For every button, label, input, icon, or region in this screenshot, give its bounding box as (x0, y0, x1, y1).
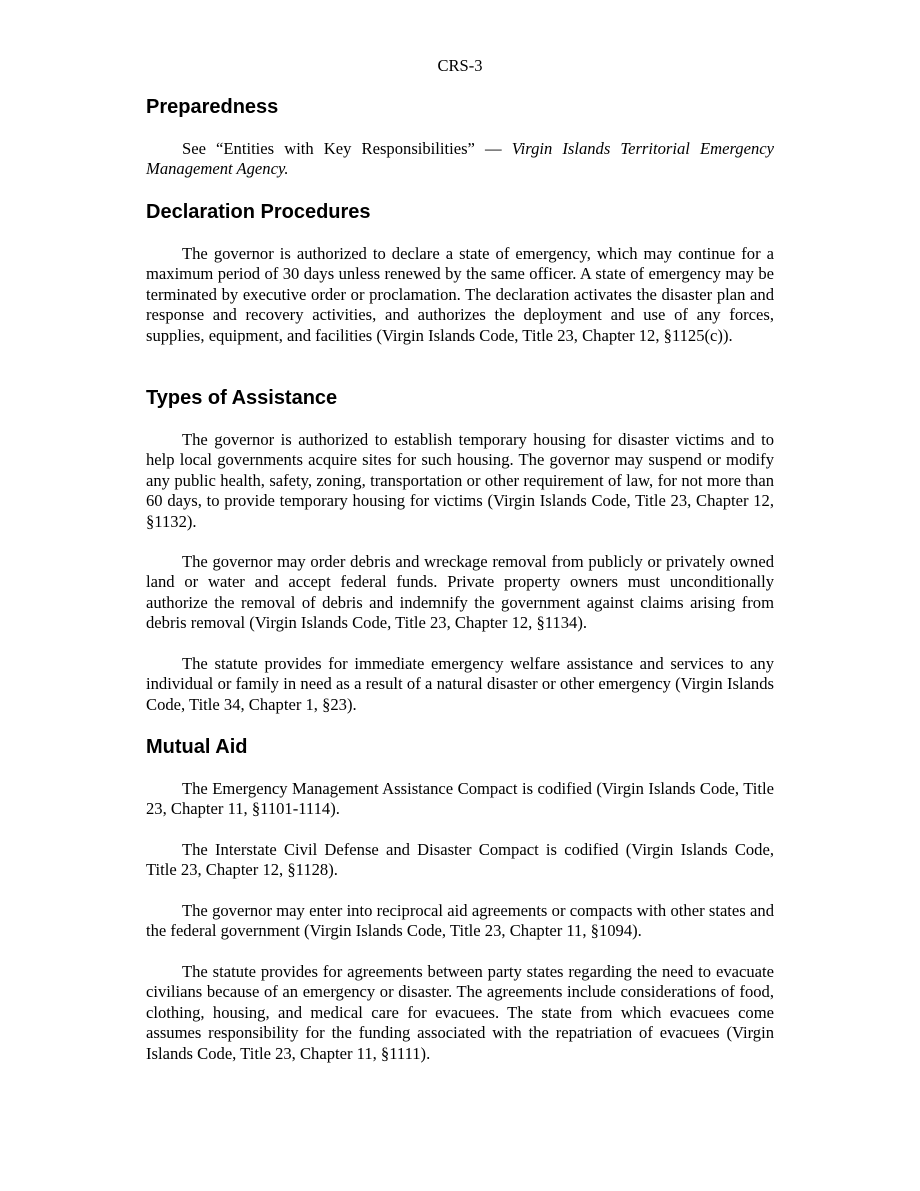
heading-declaration-procedures: Declaration Procedures (146, 201, 371, 223)
preparedness-text: See “Entities with Key Responsibilities” — (182, 139, 512, 158)
paragraph-mutual-aid-civil-defense: The Interstate Civil Defense and Disaster Compact is codified (Virgin Islands Code, Title 23, Chapter 12, §1128). (146, 840, 774, 880)
paragraph-mutual-aid-evacuation: The statute provides for agreements between party states regarding the need to evacuate civilians because of an emergency or disaster. The agreements include considerations of food, clothing, housing, and medical care for evacuees. The state from which evacuees come assumes responsibility for the funding associated with the repatriation of evacuees (Virgin Islands Code, Title 23, Chapter 11, §1111). (146, 962, 774, 1063)
paragraph-assistance-welfare: The statute provides for immediate emergency welfare assistance and services to any individual or family in need as a result of a natural disaster or other emergency (Virgin Islands Code, Title 34, Chapter 1, §23). (146, 654, 774, 714)
page-number: CRS-3 (437, 56, 483, 75)
paragraph-assistance-debris: The governor may order debris and wreckage removal from publicly or privately owned land or water and accept federal funds. Private property owners must unconditionally authorize the removal of debris and indemnify the government against claims arising from debris removal (Virgin Islands Code, Title 23, Chapter 12, §1134). (146, 552, 774, 633)
preparedness-agency-italic: Virgin Islands Territorial Emergency Management Agency. (146, 139, 774, 179)
paragraph-mutual-aid-emac: The Emergency Management Assistance Compact is codified (Virgin Islands Code, Title 23, Chapter 11, §1101-1114). (146, 779, 774, 819)
heading-types-of-assistance: Types of Assistance (146, 387, 338, 409)
paragraph-mutual-aid-reciprocal: The governor may enter into reciprocal aid agreements or compacts with other states and the federal government (Virgin Islands Code, Title 23, Chapter 11, §1094). (146, 901, 774, 941)
paragraph-declaration: The governor is authorized to declare a state of emergency, which may continue for a maximum period of 30 days unless renewed by the same officer. A state of emergency may be terminated by executive order or proclamation. The declaration activates the disaster plan and response and recovery activities, and authorizes the deployment and use of any forces, supplies, equipment, and facilities (Virgin Islands Code, Title 23, Chapter 12, §1125(c)). (146, 244, 774, 345)
paragraph-preparedness (146, 139, 774, 180)
paragraph-assistance-housing: The governor is authorized to establish temporary housing for disaster victims and to help local governments acquire sites for such housing. The governor may suspend or modify any public health, safety, zoning, transportation or other requirement of law, for not more than 60 days, to provide temporary housing for victims (Virgin Islands Code, Title 23, Chapter 12, §1132). (146, 430, 774, 531)
heading-preparedness: Preparedness (146, 96, 279, 118)
heading-mutual-aid: Mutual Aid (146, 736, 248, 758)
